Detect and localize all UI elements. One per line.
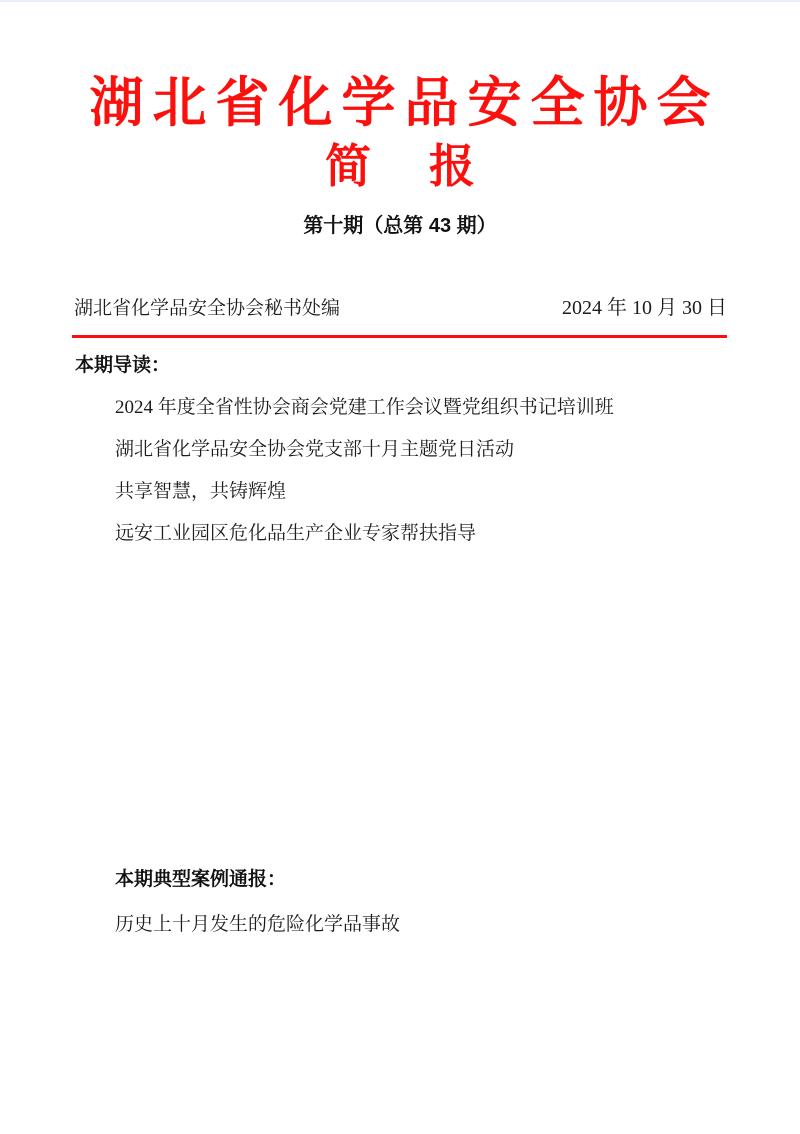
org-title: 湖北省化学品安全协会 xyxy=(89,73,720,133)
editor-credit: 湖北省化学品安全协会秘书处编 xyxy=(74,297,341,319)
divider-rule xyxy=(72,335,727,338)
guide-item: 2024 年度全省性协会商会党建工作会议暨党组织书记培训班 xyxy=(115,397,614,419)
cases-heading: 本期典型案例通报： xyxy=(115,869,287,891)
bulletin-title: 简 报 xyxy=(325,141,481,193)
issue-number-line: 第十期（总第 43 期） xyxy=(303,214,497,237)
guide-heading: 本期导读： xyxy=(75,354,171,376)
publish-date: 2024 年 10 月 30 日 xyxy=(562,296,727,319)
guide-item: 共享智慧，共铸辉煌 xyxy=(115,481,287,503)
guide-item: 远安工业园区危化品生产企业专家帮扶指导 xyxy=(115,523,477,545)
guide-list xyxy=(115,396,760,546)
case-item: 历史上十月发生的危险化学品事故 xyxy=(115,913,401,935)
guide-item: 湖北省化学品安全协会党支部十月主题党日活动 xyxy=(115,439,515,461)
meta-row xyxy=(74,295,727,322)
